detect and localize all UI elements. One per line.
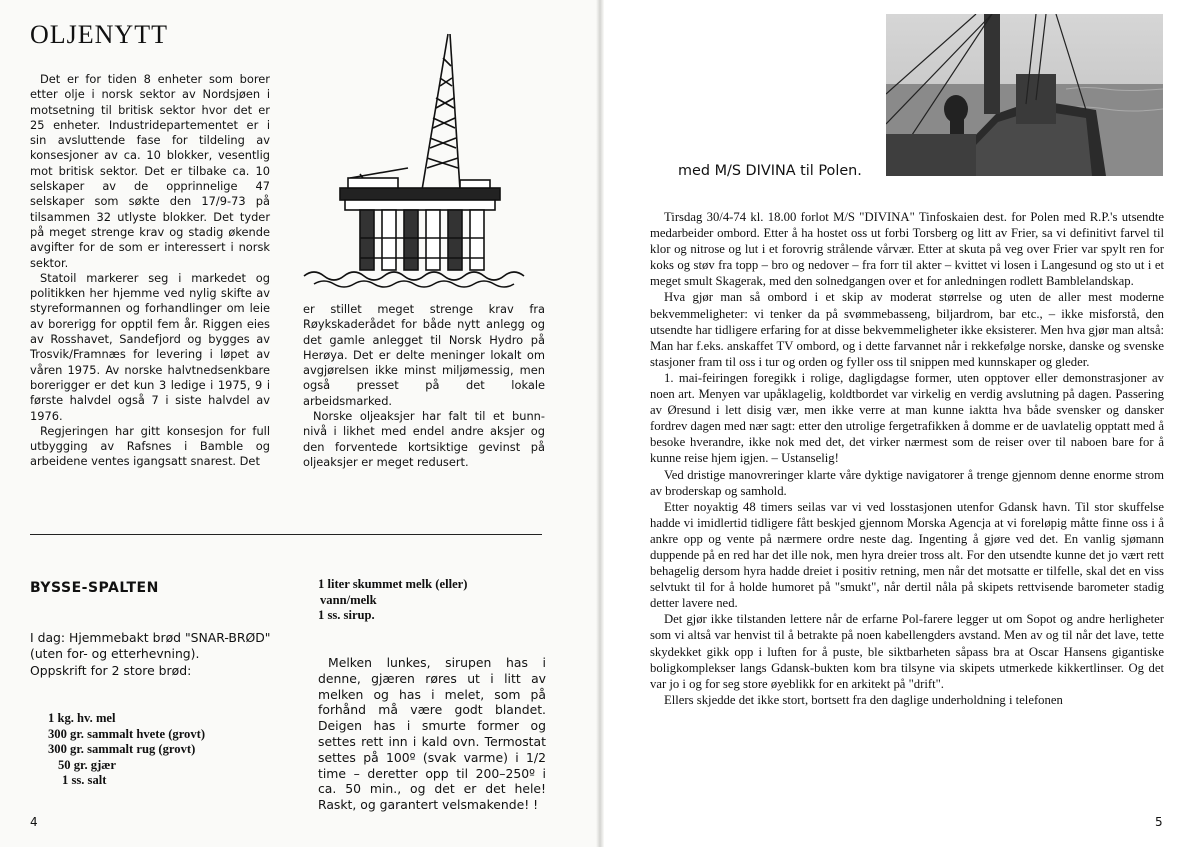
recipe-intro-line: I dag: Hjemmebakt brød "SNAR-BRØD" (uten for- og etterhevning). <box>30 630 271 662</box>
article-paragraph: Regjeringen har gitt konsesjon for full utbygging av Rafsnes i Bamble og arbeidene ventes igangsatt snarest. Det <box>30 423 270 469</box>
article-column-2 <box>303 302 545 470</box>
ingredient: 1 ss. sirup. <box>318 608 375 623</box>
article-paragraph: Det gjør ikke tilstanden lettere når de erfarne Pol-farere legger ut om Sopot og andre herligheter som vi altså var henvist til å betrakte på noen kabellengders avstand. Men av og til når det lave, tette skydekket gikk opp i luften for å puste, ble siktbarheten såpass bra at Oscar Hansens gigantiske boligkomplekser langs Gdansk-bukten kom bra tilsyne via skipets utmerkede kikkertlinser. Og det var jo i og for seg store øyeblikk for en arkitekt på "drift". <box>650 612 1164 691</box>
recipe-method-text: Melken lunkes, sirupen has i denne, gjæren røres ut i litt av melken og has i melet, som på forhånd må være godt blandet. Deigen has i smurte former og settes rett inn i kald ovn. Termostat settes på 100º (svak varme) i 1/2 time – deretter opp til 200–250º i ca. 50 min., og det er det hele! Raskt, og garantert velsmakende! ! <box>318 655 546 813</box>
page-number: 4 <box>30 815 38 829</box>
ingredient-list-2 <box>318 577 467 624</box>
article-column-1 <box>30 72 270 470</box>
oil-rig-illustration <box>300 28 530 290</box>
ingredient: 300 gr. sammalt hvete (grovt) <box>48 726 206 741</box>
article-body <box>650 209 1164 708</box>
article-paragraph: Tirsdag 30/4-74 kl. 18.00 forlot M/S "DIVINA" Tinfoskaien dest. for Polen med R.P.'s utsendte medarbeider ombord. Etter å ha hostet oss ut forbi Torsberg og litt av Frier, sa vi definitivt farvel til klor og nitrose og lut i et forovrig strålende vårvær. Etter at skuta på veg over Frier var spylt ren for koks og støv fra topp – bro og nedover – fra forr til akter – kvittet vi losen i Langesund og sto ut i et meget smult Skagerak, med den solnedgangen over et for anledningen rodlett Bamblelandskap. <box>650 210 1164 289</box>
article-paragraph: Ellers skjedde det ikke stort, bortsett fra den daglige underholdning i telefonen <box>664 692 1063 707</box>
recipe-intro-line: Oppskrift for 2 store brød: <box>30 662 192 678</box>
ingredient: 1 ss. salt <box>62 773 107 788</box>
recipe-heading: BYSSE-SPALTEN <box>30 580 159 596</box>
article-paragraph: Hva gjør man så ombord i et skip av moderat størrelse og uten de aller mest moderne bekvemmeligheter: vi tenker da på svømmebasseng, biljardrom, bar etc., – ikke misforstå, den utsendte har tidligere erfaring for at disse bekvemmeligheter ikke eksisterer. Men hva gjør man altså: Man har f.eks. anskaffet TV ombord, og i dette farvannet når i rekkefølge norske, danske og svenske stasjoner fram til oss i tur og orden og fyller oss til snippen med kunnskaper og gleder. <box>650 290 1164 369</box>
page-title: OLJENYTT <box>30 20 168 49</box>
ingredient: 300 gr. sammalt rug (grovt) <box>48 742 196 757</box>
page-number: 5 <box>1155 815 1163 829</box>
recipe-intro <box>30 630 278 679</box>
ingredient-list <box>48 711 205 789</box>
ship-photo <box>886 14 1163 176</box>
article-paragraph: Ved dristige manovreringer klarte våre dyktige navigatorer å trenge gjennom denne enorme strom av broderskap og samhold. <box>650 467 1164 498</box>
ingredient: 1 kg. hv. mel <box>48 711 116 725</box>
ingredient: 50 gr. gjær <box>58 757 116 772</box>
article-paragraph: Norske oljeaksjer har falt til et bunn-nivå i likhet med endel andre aksjer og den forventede kortsiktige gevinst på oljeaksjer er meget redusert. <box>303 409 545 469</box>
article-paragraph: 1. mai-feiringen foregikk i rolige, dagligdagse former, uten opptover eller demonstrasjoner av noen art. Menyen var upåklagelig, koldtbordet var virkelig en verdig avslutning på dagen. Passering av Øresund i lett disig vær, men ikke verre at man kunne iaktta hva både svensker og dansker fordrev dagen med nær sagt: etter den utrolige fergetrafikken å domme er de uavlatelig opptatt med å besoke hverandre, ikke nok med det, det virker nærmest som de reiser over til naboen bare for å kunne reise hjem igjen. – Ustanselig! <box>650 370 1164 466</box>
ingredient: vann/melk <box>320 592 377 607</box>
ingredient: 1 liter skummet melk (eller) <box>318 577 468 591</box>
article-caption: med M/S DIVINA til Polen. <box>678 163 862 179</box>
article-paragraph: Statoil markerer seg i markedet og politikken her hjemme ved nylig skifte av styreformannen og forhandlinger om leie av borerigg for opptil fem år. Riggen eies av Rosshavet, Sandefjord og bygges av Trosvik/Framnæs for levering i løpet av våren 1975. Av norske halvtnedsenkbare borerigger er det kun 3 ledige i 1975, 9 i første halvdel også 7 i siste halvdel av 1976. <box>30 270 270 423</box>
article-paragraph: Det er for tiden 8 enheter som borer etter olje i norsk sektor av Nordsjøen i motsetning til britisk sektor hvor det er 25 enheter. Industridepartementet er i sin avsluttende fase for tildeling av konsesjoner av ca. 10 blokker, vesentlig mot britisk sektor. Det er tilbake ca. 10 selskaper av de opprinnelige 47 selskaper som søkte den 17/9-73 på tilsammen 32 utlyste blokker. Det tyder på meget strenge krav og stadig økende avgifter for de som er interessert i norsk sektor. <box>30 72 270 270</box>
article-paragraph: er stillet meget strenge krav fra Røykskaderådet for både nytt anlegg og det gamle anlegget til Norsk Hydro på Herøya. Det er delte meninger lokalt om avgjørelsen ikke minst miljømessig, men også presset på det lokale arbeidsmarked. <box>303 302 545 408</box>
section-divider <box>30 534 542 535</box>
article-paragraph: Etter noyaktig 48 timers seilas var vi ved losstasjonen utenfor Gdansk havn. Til stor skuffelse hadde vi imidlertid tidligere fått beskjed gjennom Morska Agencja at vi foreløpig måtte finne oss i å ankre opp og vente på nærmere ordre neste dag. Ingenting å gjøre ved det. En vanlig sjømann duppende på en red har det ille nok, men hyra dreier tross alt. For den utsendte kunne det jo vært rett behagelig dersom hyra hadde dreiet i positiv retning, men når det motsatte er tilfelle, skal det en viss selvtukt til for å holde humoret på "smukt", når dertil nåla på skipets rettvisende barometer stadig detter lavere ned. <box>650 499 1164 611</box>
recipe-method <box>318 655 546 813</box>
